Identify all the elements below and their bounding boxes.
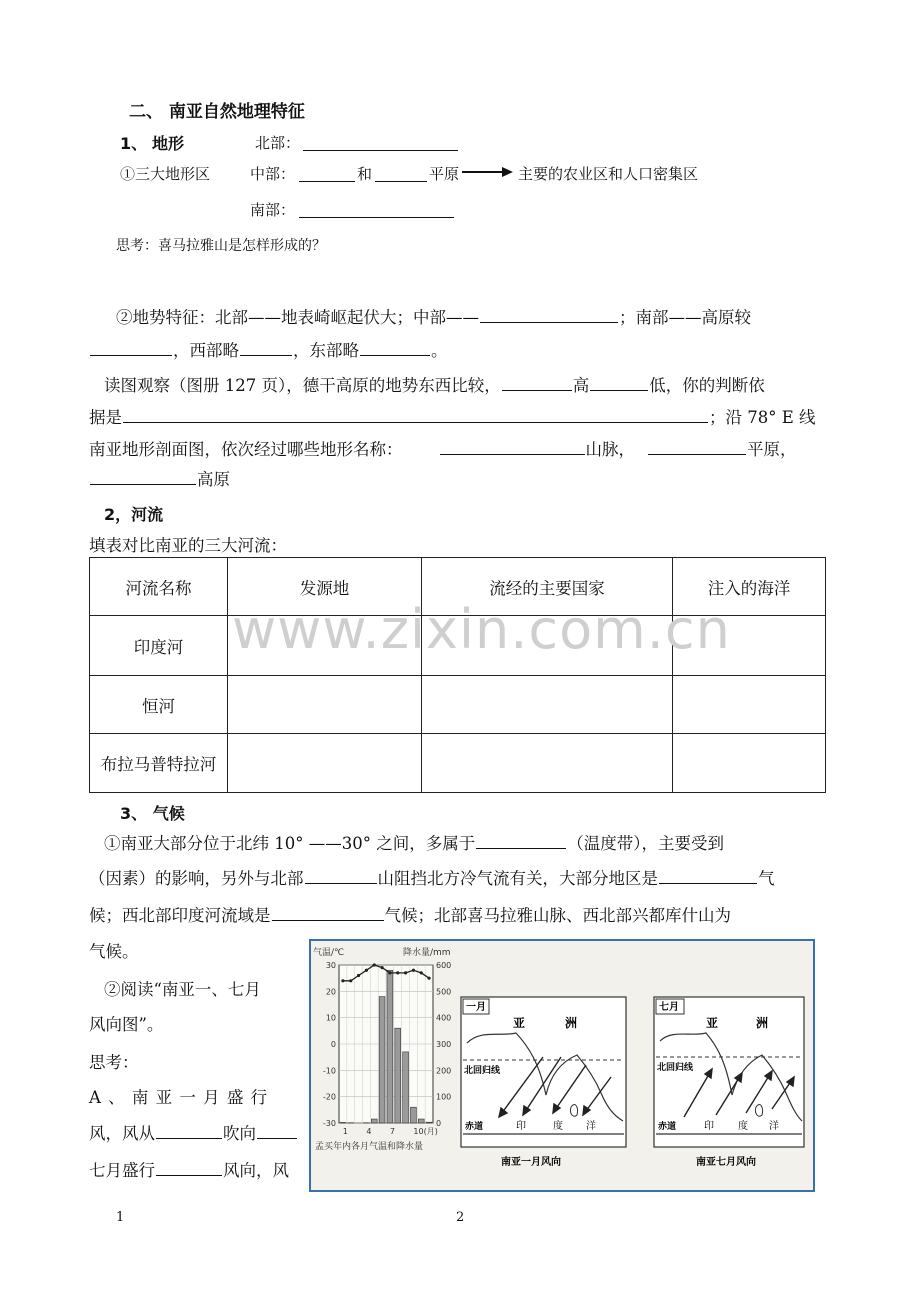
south-blank[interactable] bbox=[299, 216, 454, 218]
slope-text-b: ；南部——高原较 bbox=[619, 308, 751, 327]
precipitation-bar bbox=[371, 1119, 377, 1123]
chart-ylabel-right: 降水量/mm bbox=[403, 948, 451, 958]
climate-line-4: 气候。 bbox=[89, 942, 139, 961]
precipitation-bar bbox=[387, 970, 393, 1123]
table-row bbox=[90, 676, 826, 734]
west-blank[interactable] bbox=[240, 354, 292, 356]
north-blank[interactable] bbox=[303, 149, 458, 151]
slope-line-2 bbox=[89, 336, 448, 366]
figure-canvas bbox=[311, 941, 809, 1186]
temperature-point bbox=[380, 966, 383, 969]
countries-cell[interactable] bbox=[422, 616, 673, 676]
precipitation-bar bbox=[340, 1122, 346, 1123]
qa-text-c: 七月盛行 bbox=[89, 1161, 155, 1180]
qa-text-b: 吹向 bbox=[223, 1124, 256, 1143]
climate-heading: 3、 气候 bbox=[120, 804, 185, 823]
chart-x-tick-label: 7 bbox=[389, 1127, 396, 1136]
arrow-right-icon bbox=[462, 165, 514, 179]
precipitation-bar bbox=[426, 1122, 432, 1123]
plain-blank[interactable] bbox=[648, 453, 746, 455]
jan-ocean-c: 洋 bbox=[586, 1121, 596, 1132]
jan-tropic-label: 北回归线 bbox=[464, 1066, 501, 1076]
jul-equator-label: 赤道 bbox=[658, 1122, 677, 1132]
low-blank[interactable] bbox=[590, 389, 648, 391]
source-cell[interactable] bbox=[228, 734, 422, 793]
chart-left-tick-label: 30 bbox=[325, 961, 336, 970]
rivers-table bbox=[89, 557, 826, 793]
qa-line-1: A 、 南 亚 一 月 盛 行 bbox=[89, 1088, 268, 1107]
read-line-2 bbox=[89, 403, 816, 433]
jan-equator-label: 赤道 bbox=[465, 1122, 484, 1132]
temperature-point bbox=[373, 963, 376, 966]
jul-asia-b: 洲 bbox=[756, 1016, 769, 1030]
january-wind-map bbox=[461, 997, 626, 1168]
qa-text-a: 风，风从 bbox=[89, 1124, 155, 1143]
middle-label: 中部： bbox=[250, 165, 296, 183]
north-mountain-blank[interactable] bbox=[305, 882, 377, 884]
qa-text-d: 风向，风 bbox=[223, 1161, 289, 1180]
temperature-point bbox=[388, 971, 391, 974]
chart-right-tick-label: 0 bbox=[436, 1119, 442, 1128]
slope-text-d: ，东部略 bbox=[293, 341, 359, 360]
header-river-name: 河流名称 bbox=[90, 558, 228, 616]
july-wind-map bbox=[654, 997, 804, 1168]
watermark: www.zixin.com.cn bbox=[232, 598, 731, 661]
temperature-point bbox=[357, 974, 360, 977]
jul-ocean-c: 洋 bbox=[769, 1121, 779, 1132]
mumbai-climate-chart bbox=[313, 946, 451, 1152]
plateau-blank[interactable] bbox=[90, 483, 196, 485]
precipitation-bar bbox=[418, 1119, 424, 1123]
source-cell[interactable] bbox=[228, 616, 422, 676]
river-name-cell: 印度河 bbox=[90, 616, 228, 676]
climate-text-d: 山阻挡北方冷气流有关，大部分地区是 bbox=[377, 869, 658, 888]
climate-text-e: 气 bbox=[758, 869, 775, 888]
chart-x-tick-label: 1 bbox=[342, 1127, 349, 1136]
read-text-c: 低，你的判断依 bbox=[649, 376, 765, 395]
rivers-instruction: 填表对比南亚的三大河流： bbox=[89, 536, 287, 555]
climate-line-3 bbox=[89, 901, 731, 931]
jan-asia-a: 亚 bbox=[513, 1016, 526, 1030]
qa-line-2 bbox=[89, 1119, 298, 1149]
mountain-blank[interactable] bbox=[440, 453, 585, 455]
climate-text-a: ①南亚大部分位于北纬 10° ——30° 之间，多属于 bbox=[104, 834, 476, 853]
ocean-cell[interactable] bbox=[673, 616, 826, 676]
ocean-cell[interactable] bbox=[673, 734, 826, 793]
arrow-note: 主要的农业区和人口密集区 bbox=[518, 165, 699, 183]
wind-figure bbox=[309, 939, 815, 1192]
slope-line-1 bbox=[116, 303, 751, 333]
north-label: 北部： bbox=[255, 134, 301, 152]
south-label: 南部： bbox=[250, 201, 296, 219]
table-row bbox=[90, 734, 826, 793]
climate-line-2 bbox=[89, 864, 775, 894]
think-question: 思考：喜马拉雅山是怎样形成的？ bbox=[116, 238, 326, 254]
temperature-point bbox=[420, 971, 423, 974]
climate-read-a: ②阅读“南亚一、七月 bbox=[104, 980, 261, 999]
main-climate-blank[interactable] bbox=[659, 882, 757, 884]
middle-blank-2[interactable] bbox=[375, 180, 427, 182]
jan-ocean-b: 度 bbox=[553, 1121, 563, 1132]
read-text-h: 平原， bbox=[747, 440, 797, 459]
middle-slope-blank[interactable] bbox=[480, 321, 618, 323]
jan-caption: 南亚一月风向 bbox=[501, 1157, 561, 1168]
precipitation-bar bbox=[403, 1052, 409, 1123]
jul-tropic-label: 北回归线 bbox=[657, 1063, 694, 1073]
read-text-b: 高 bbox=[572, 376, 590, 395]
temp-zone-blank[interactable] bbox=[476, 847, 566, 849]
jan-asia-b: 洲 bbox=[565, 1016, 578, 1030]
precipitation-bar bbox=[379, 997, 385, 1123]
section-title: 二、 南亚自然地理特征 bbox=[129, 102, 305, 122]
jan-month-label: 一月 bbox=[466, 1002, 486, 1013]
ocean-cell[interactable] bbox=[673, 676, 826, 734]
table-row bbox=[90, 616, 826, 676]
read-text-g: 山脉， bbox=[585, 440, 635, 459]
slope-text-e: 。 bbox=[431, 341, 448, 360]
chart-right-ticks bbox=[436, 961, 451, 1128]
river-name-cell: 恒河 bbox=[90, 676, 228, 734]
chart-right-tick-label: 300 bbox=[436, 1040, 452, 1049]
east-blank[interactable] bbox=[360, 354, 430, 356]
chart-right-tick-label: 100 bbox=[436, 1092, 452, 1102]
terrain-heading-number: 1、 bbox=[120, 134, 148, 153]
read-line-4 bbox=[89, 465, 230, 495]
header-source: 发源地 bbox=[228, 558, 422, 616]
slope-text-a: ②地势特征：北部——地表崎岖起伏大；中部—— bbox=[116, 308, 479, 327]
jul-month-label: 七月 bbox=[659, 1002, 679, 1013]
chart-x-tick-label: 4 bbox=[366, 1127, 372, 1136]
jul-ocean-b: 度 bbox=[738, 1121, 748, 1132]
read-line-1 bbox=[104, 371, 765, 401]
river-name-cell: 布拉马普特拉河 bbox=[90, 734, 228, 793]
read-text-e: ；沿 78° E 线 bbox=[709, 408, 816, 427]
july-wind-blank[interactable] bbox=[156, 1174, 222, 1176]
read-text-a: 读图观察（图册 127 页），德干高原的地势东西比较， bbox=[104, 376, 501, 395]
south-plateau-blank[interactable] bbox=[90, 354, 172, 356]
wind-to-blank[interactable] bbox=[257, 1137, 297, 1139]
page-number-left: 1 bbox=[116, 1210, 125, 1225]
header-countries: 流经的主要国家 bbox=[422, 558, 673, 616]
climate-text-b: （温度带），主要受到 bbox=[567, 834, 724, 853]
temperature-point bbox=[341, 979, 344, 982]
chart-x-tick-label: 10(月) bbox=[413, 1127, 438, 1136]
climate-text-g: 气候；北部喜马拉雅山脉、西北部兴都库什山为 bbox=[384, 906, 731, 925]
countries-cell[interactable] bbox=[422, 734, 673, 793]
header-ocean: 注入的海洋 bbox=[673, 558, 826, 616]
climate-text-f: 候；西北部印度河流域是 bbox=[89, 906, 271, 925]
chart-right-tick-label: 400 bbox=[436, 1013, 452, 1023]
jul-caption: 南亚七月风向 bbox=[696, 1157, 756, 1168]
climate-text-c: （因素）的影响，另外与北部 bbox=[89, 869, 304, 888]
jul-ocean-a: 印 bbox=[704, 1121, 714, 1132]
reason-blank[interactable] bbox=[123, 421, 708, 423]
temperature-point bbox=[365, 969, 368, 972]
chart-caption: 孟买年内各月气温和降水量 bbox=[315, 1142, 424, 1152]
countries-cell[interactable] bbox=[422, 676, 673, 734]
climate-read-b: 风向图”。 bbox=[89, 1015, 164, 1034]
indus-climate-blank[interactable] bbox=[272, 919, 384, 921]
read-text-f: 南亚地形剖面图，依次经过哪些地形名称： bbox=[89, 440, 403, 459]
jan-ocean-a: 印 bbox=[516, 1121, 526, 1132]
chart-ylabel-left: 气温/℃ bbox=[313, 948, 345, 958]
rivers-heading: 2，河流 bbox=[104, 505, 164, 524]
table-header-row bbox=[90, 558, 826, 616]
terrain-heading: 地形 bbox=[152, 134, 185, 153]
chart-right-tick-label: 500 bbox=[436, 987, 452, 997]
and-text: 和 bbox=[357, 165, 373, 183]
three-regions-label: ①三大地形区 bbox=[120, 165, 211, 183]
chart-right-tick-label: 600 bbox=[436, 961, 452, 970]
source-cell[interactable] bbox=[228, 676, 422, 734]
chart-left-tick-label: 10 bbox=[325, 1013, 336, 1023]
precipitation-bar bbox=[395, 1028, 401, 1123]
temperature-point bbox=[427, 977, 430, 980]
chart-left-tick-label: 0 bbox=[330, 1040, 336, 1049]
temperature-point bbox=[404, 971, 407, 974]
chart-left-ticks bbox=[323, 961, 336, 1128]
page-number-right: 2 bbox=[456, 1210, 465, 1225]
read-text-i: 高原 bbox=[197, 470, 230, 489]
slope-text-c: ，西部略 bbox=[173, 341, 239, 360]
chart-left-tick-label: -30 bbox=[322, 1119, 336, 1128]
temperature-point bbox=[412, 969, 415, 972]
middle-blank-1[interactable] bbox=[299, 180, 355, 182]
high-blank[interactable] bbox=[502, 389, 572, 391]
think-label: 思考： bbox=[89, 1053, 139, 1072]
read-text-d: 据是 bbox=[89, 408, 122, 427]
read-line-3 bbox=[89, 435, 797, 465]
chart-left-tick-label: -20 bbox=[322, 1092, 336, 1102]
chart-x-ticks bbox=[343, 1127, 438, 1136]
wind-from-blank[interactable] bbox=[156, 1137, 222, 1139]
plain-text: 平原 bbox=[429, 165, 460, 183]
temperature-point bbox=[349, 979, 352, 982]
qa-line-3 bbox=[89, 1156, 289, 1186]
temperature-point bbox=[396, 971, 399, 974]
precipitation-bar bbox=[411, 1107, 417, 1123]
climate-line-1 bbox=[104, 829, 724, 859]
chart-left-tick-label: -10 bbox=[322, 1066, 336, 1076]
jul-asia-a: 亚 bbox=[706, 1016, 719, 1030]
chart-left-tick-label: 20 bbox=[325, 987, 336, 997]
chart-right-tick-label: 200 bbox=[436, 1066, 452, 1076]
